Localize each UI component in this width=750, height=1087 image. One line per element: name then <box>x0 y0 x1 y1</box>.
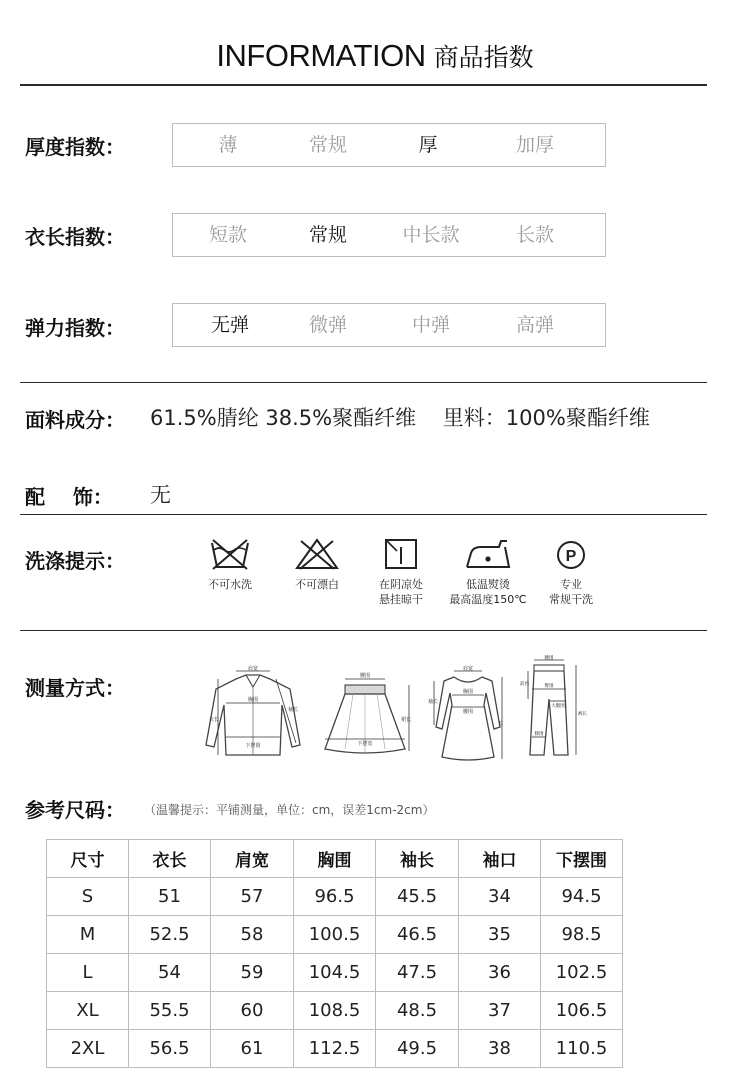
page-title-cn: 商品指数 <box>433 43 534 72</box>
size-cell: 110.5 <box>541 1030 623 1068</box>
size-cell: 49.5 <box>376 1030 459 1068</box>
size-cell: 36 <box>459 954 541 992</box>
size-cell: 58 <box>211 916 294 954</box>
elasticity-option: 中弹 <box>411 314 450 336</box>
care-label: 洗涤提示： <box>25 549 125 573</box>
care-item-no-bleach <box>276 537 358 592</box>
shirt-shoulder-label: 肩宽 <box>247 666 259 672</box>
size-cell: 37 <box>459 992 541 1030</box>
shirt-length-label: 衣长 <box>209 717 220 723</box>
care-caption: 在阴凉处 <box>379 578 423 591</box>
care-caption: 最高温度150℃ <box>449 593 527 606</box>
pants-rise-label: 前裆 <box>520 682 529 687</box>
care-caption: 常规干洗 <box>549 593 593 606</box>
shirt-hem-label: 下摆围 <box>245 743 261 749</box>
page-header <box>0 38 750 74</box>
size-cell: 98.5 <box>541 916 623 954</box>
accessory-value: 无 <box>150 483 171 507</box>
dress-measure-diagram <box>428 665 508 765</box>
size-cell: 52.5 <box>129 916 211 954</box>
care-caption: 悬挂晾干 <box>379 593 423 606</box>
care-caption: 不可漂白 <box>295 578 339 591</box>
skirt-waist-label: 腰围 <box>359 673 371 679</box>
section-divider <box>20 382 707 383</box>
section-divider <box>20 514 707 515</box>
skirt-measure-diagram <box>315 665 415 765</box>
no-bleach-icon <box>294 537 340 571</box>
shirt-chest-label: 胸围 <box>247 697 259 703</box>
size-cell: 46.5 <box>376 916 459 954</box>
length-option: 中长款 <box>402 224 460 246</box>
size-cell: 61 <box>211 1030 294 1068</box>
size-col-header: 袖长 <box>376 840 459 878</box>
size-cell: 45.5 <box>376 878 459 916</box>
size-cell: XL <box>47 992 129 1030</box>
thickness-option: 常规 <box>308 134 347 156</box>
size-cell: 94.5 <box>541 878 623 916</box>
size-col-header: 胸围 <box>294 840 376 878</box>
length-option-selected: 常规 <box>308 224 347 246</box>
pants-knee-label: 膝围 <box>534 732 544 737</box>
skirt-length-label: 裙长 <box>401 717 412 723</box>
size-table-row <box>47 916 623 954</box>
size-col-header: 下摆围 <box>541 840 623 878</box>
size-table-header <box>47 840 623 878</box>
care-item-no-wash <box>189 537 271 592</box>
elasticity-label: 弹力指数： <box>25 316 125 340</box>
shirt-sleeve-label: 袖长 <box>288 707 299 713</box>
care-caption: 不可水洗 <box>208 578 252 591</box>
size-col-header: 衣长 <box>129 840 211 878</box>
size-cell: 59 <box>211 954 294 992</box>
size-col-header: 尺寸 <box>47 840 129 878</box>
size-cell: 2XL <box>47 1030 129 1068</box>
pants-measure-diagram <box>520 655 586 767</box>
dress-sleeve-label: 袖长 <box>428 699 439 705</box>
length-scale <box>172 213 606 257</box>
care-caption: 低温熨烫 <box>466 578 510 591</box>
size-cell: 102.5 <box>541 954 623 992</box>
pants-hip-label: 臀围 <box>544 684 554 689</box>
size-cell: L <box>47 954 129 992</box>
care-caption: 专业 <box>560 578 582 591</box>
length-label: 衣长指数： <box>25 225 125 249</box>
thickness-option: 加厚 <box>515 134 554 156</box>
size-cell: 55.5 <box>129 992 211 1030</box>
size-cell: 38 <box>459 1030 541 1068</box>
size-table-row <box>47 878 623 916</box>
section-divider <box>20 630 707 631</box>
size-cell: 106.5 <box>541 992 623 1030</box>
size-table-row <box>47 1030 623 1068</box>
size-cell: 34 <box>459 878 541 916</box>
size-cell: 104.5 <box>294 954 376 992</box>
care-item-low-iron <box>447 537 529 607</box>
size-cell: 96.5 <box>294 878 376 916</box>
size-cell: 112.5 <box>294 1030 376 1068</box>
pants-waist-label: 腰围 <box>544 656 554 661</box>
size-table-row <box>47 992 623 1030</box>
size-cell: 47.5 <box>376 954 459 992</box>
size-cell: 100.5 <box>294 916 376 954</box>
size-cell: 51 <box>129 878 211 916</box>
shade-dry-icon <box>383 537 419 571</box>
sizes-note: （温馨提示：平铺测量，单位：cm，误差1cm-2cm） <box>144 803 435 817</box>
size-cell: 56.5 <box>129 1030 211 1068</box>
elasticity-option: 微弹 <box>308 314 347 336</box>
no-wash-icon <box>209 537 251 571</box>
thickness-option-selected: 厚 <box>418 134 438 156</box>
shirt-measure-diagram <box>198 665 308 765</box>
sizes-label: 参考尺码： <box>25 798 125 822</box>
dress-length-label: 长 <box>498 721 504 727</box>
dress-shoulder-label: 肩宽 <box>462 666 474 672</box>
size-cell: 48.5 <box>376 992 459 1030</box>
size-col-header: 肩宽 <box>211 840 294 878</box>
title-divider <box>20 84 707 86</box>
size-cell: S <box>47 878 129 916</box>
size-cell: 54 <box>129 954 211 992</box>
pants-thigh-label: 大腿围 <box>551 704 565 709</box>
skirt-hem-label: 下摆宽 <box>357 741 373 747</box>
measure-label: 测量方式： <box>25 676 125 700</box>
size-cell: 108.5 <box>294 992 376 1030</box>
size-col-header: 袖口 <box>459 840 541 878</box>
elasticity-option: 高弹 <box>515 314 554 336</box>
length-option: 长款 <box>515 224 554 246</box>
svg-text:P: P <box>565 548 577 565</box>
fabric-value: 61.5%腈纶 38.5%聚酯纤维 里料：100%聚酯纤维 <box>150 406 650 430</box>
thickness-scale <box>172 123 606 167</box>
size-table <box>46 839 623 1068</box>
thickness-option: 薄 <box>218 134 238 156</box>
fabric-label: 面料成分： <box>25 408 125 432</box>
size-cell: M <box>47 916 129 954</box>
accessory-label: 配 饰： <box>25 485 113 509</box>
size-table-row <box>47 954 623 992</box>
page-title-en: INFORMATION <box>216 38 426 73</box>
size-cell: 57 <box>211 878 294 916</box>
size-cell: 60 <box>211 992 294 1030</box>
care-item-shade-dry <box>360 537 442 607</box>
thickness-label: 厚度指数： <box>25 135 125 159</box>
elasticity-option-selected: 无弹 <box>210 314 249 336</box>
dry-clean-icon <box>554 537 588 571</box>
low-iron-icon <box>463 537 513 571</box>
size-cell: 35 <box>459 916 541 954</box>
dress-waist-label: 腰围 <box>462 709 474 715</box>
dress-chest-label: 胸围 <box>462 689 474 695</box>
elasticity-scale <box>172 303 606 347</box>
pants-length-label: 裤长 <box>578 712 587 717</box>
care-item-dry-clean <box>530 537 612 607</box>
length-option: 短款 <box>208 224 247 246</box>
